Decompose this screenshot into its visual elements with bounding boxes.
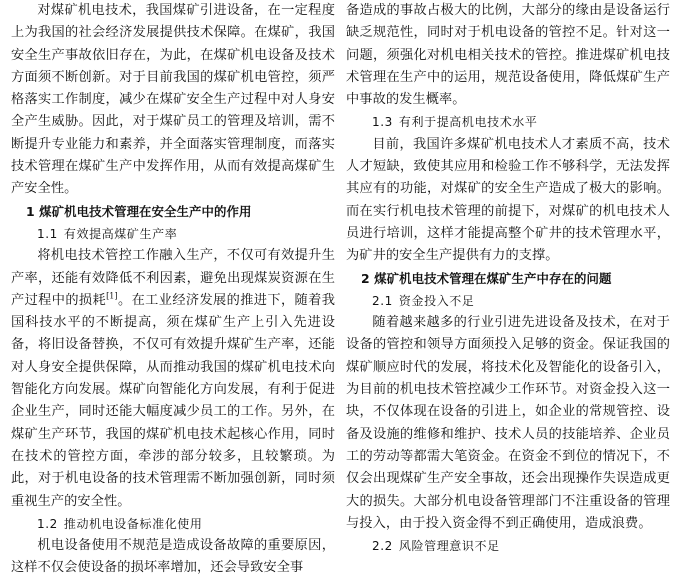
right-column — [346, 0, 670, 557]
paragraph-1-2-continued: 备造成的事故占极大的比例，大部分的缘由是设备运行缺乏规范性，同时对于机电设备的管控不足。针对这一问题，须强化对机电相关技术的管控。推进煤矿机电技术管理在生产中的运用，规范设备使用，降低煤矿生产中事故的发生概率。 — [346, 3, 670, 108]
subsection-1-3-heading — [346, 111, 670, 133]
subsection-2-1-heading — [346, 290, 670, 312]
subsection-1-1-heading — [11, 223, 335, 245]
paragraph-1-3: 目前，我国许多煤矿机电技术人才素质不高，技术人才短缺，致使其应用和检验工作不够科学，无法发挥其应有的功能，对煤矿的安全生产造成了极大的影响。而在实行机电技术管理的前提下，对煤矿的机电技术人员进行培训，这样才能提高整个矿井的技术管理水平，为矿井的安全生产提供有力的支撑。 — [346, 136, 670, 264]
subsection-number: 2.2 — [372, 539, 393, 554]
paragraph-1-2: 机电设备使用不规范是造成设备故障的重要原因，这样不仅会使设备的损坏率增加，还会导致安全事 — [11, 538, 335, 576]
subsection-1-2-heading — [11, 513, 335, 535]
subsection-number: 1.2 — [37, 516, 58, 531]
section-2-heading: 2 煤矿机电技术管理在煤矿生产中存在的问题 — [361, 270, 612, 286]
subsection-number: 1.3 — [372, 115, 393, 130]
subsection-title: 风险管理意识不足 — [398, 539, 500, 554]
subsection-2-2-heading — [346, 535, 670, 557]
citation-ref[interactable]: [1] — [106, 291, 118, 301]
subsection-number: 2.1 — [372, 293, 393, 308]
subsection-title: 资金投入不足 — [398, 293, 475, 308]
paragraph-2-1: 随着越来越多的行业引进先进设备及技术，在对于设备的管控和领导方面须投入足够的资金。保证我国的煤矿顺应时代的发展，将技术化及智能化的设备引入，为目前的机电技术管控减少工作环节。对资金投入这一块，不仅体现在设备的引进上，如企业的常规管控、设备及设施的维修和维护、技术人员的技能培养、企业员工的劳动等都需大笔资金。在资金不到位的情况下，不仅会出现煤矿生产安全事故，还会出现操作失误造成更大的损失。大部分机电设备管理部门不注重设备的管理与投入，由于投入资金得不到正确使用，造成浪费。 — [346, 315, 670, 531]
subsection-title: 有效提高煤矿生产率 — [63, 226, 178, 241]
subsection-title: 有利于提高机电技术水平 — [398, 115, 538, 130]
intro-paragraph: 对煤矿机电技术，我国煤矿引进设备，在一定程度上为我国的社会经济发展提供技术保障。在煤矿，我国安全生产事故依旧存在，为此，在煤矿机电设备及技术方面须不断创新。对于目前我国的煤矿机电管控，须严格落实工作制度，减少在煤矿安全生产过程中对人身安全产生威胁。因此，对于煤矿员工的管理及培训，需不断提升专业能力和素养，并全面落实管理制度，而落实技术管理在煤矿生产中发挥作用，从而有效提高煤矿生产安全性。 — [11, 3, 335, 197]
subsection-title: 推动机电设备标准化使用 — [63, 516, 203, 531]
left-column — [11, 0, 335, 580]
paragraph-text: 。在工业经济发展的推进下，随着我国科技水平的不断提高，须在煤矿生产上引入先进设备，将旧设备替换，不仅可有效提升煤矿生产率，还能对人身安全提供保障，从而推动我国的煤矿机电技术向智能化方向发展。煤矿向智能化方向发展，有利于促进企业生产，同时还能大幅度减少员工的工作。另外，在煤矿生产环节，我国的煤矿机电技术起核心作用，同时在技术的管控方面，牵涉的部分较多，且较繁琐。为此，对于机电设备的技术管理需不断加强创新，同时须重视生产的安全性。 — [11, 292, 335, 509]
paragraph-text: 将机电技术管控工作融入生产，不仅可有效提升生产率，还能有效降低不利因素，避免出现煤炭资源在生产过程中的损耗 — [11, 248, 335, 308]
paragraph-1-1 — [11, 245, 335, 513]
subsection-number: 1.1 — [37, 226, 58, 241]
section-1-heading: 1 煤矿机电技术管理在安全生产中的作用 — [26, 203, 252, 219]
